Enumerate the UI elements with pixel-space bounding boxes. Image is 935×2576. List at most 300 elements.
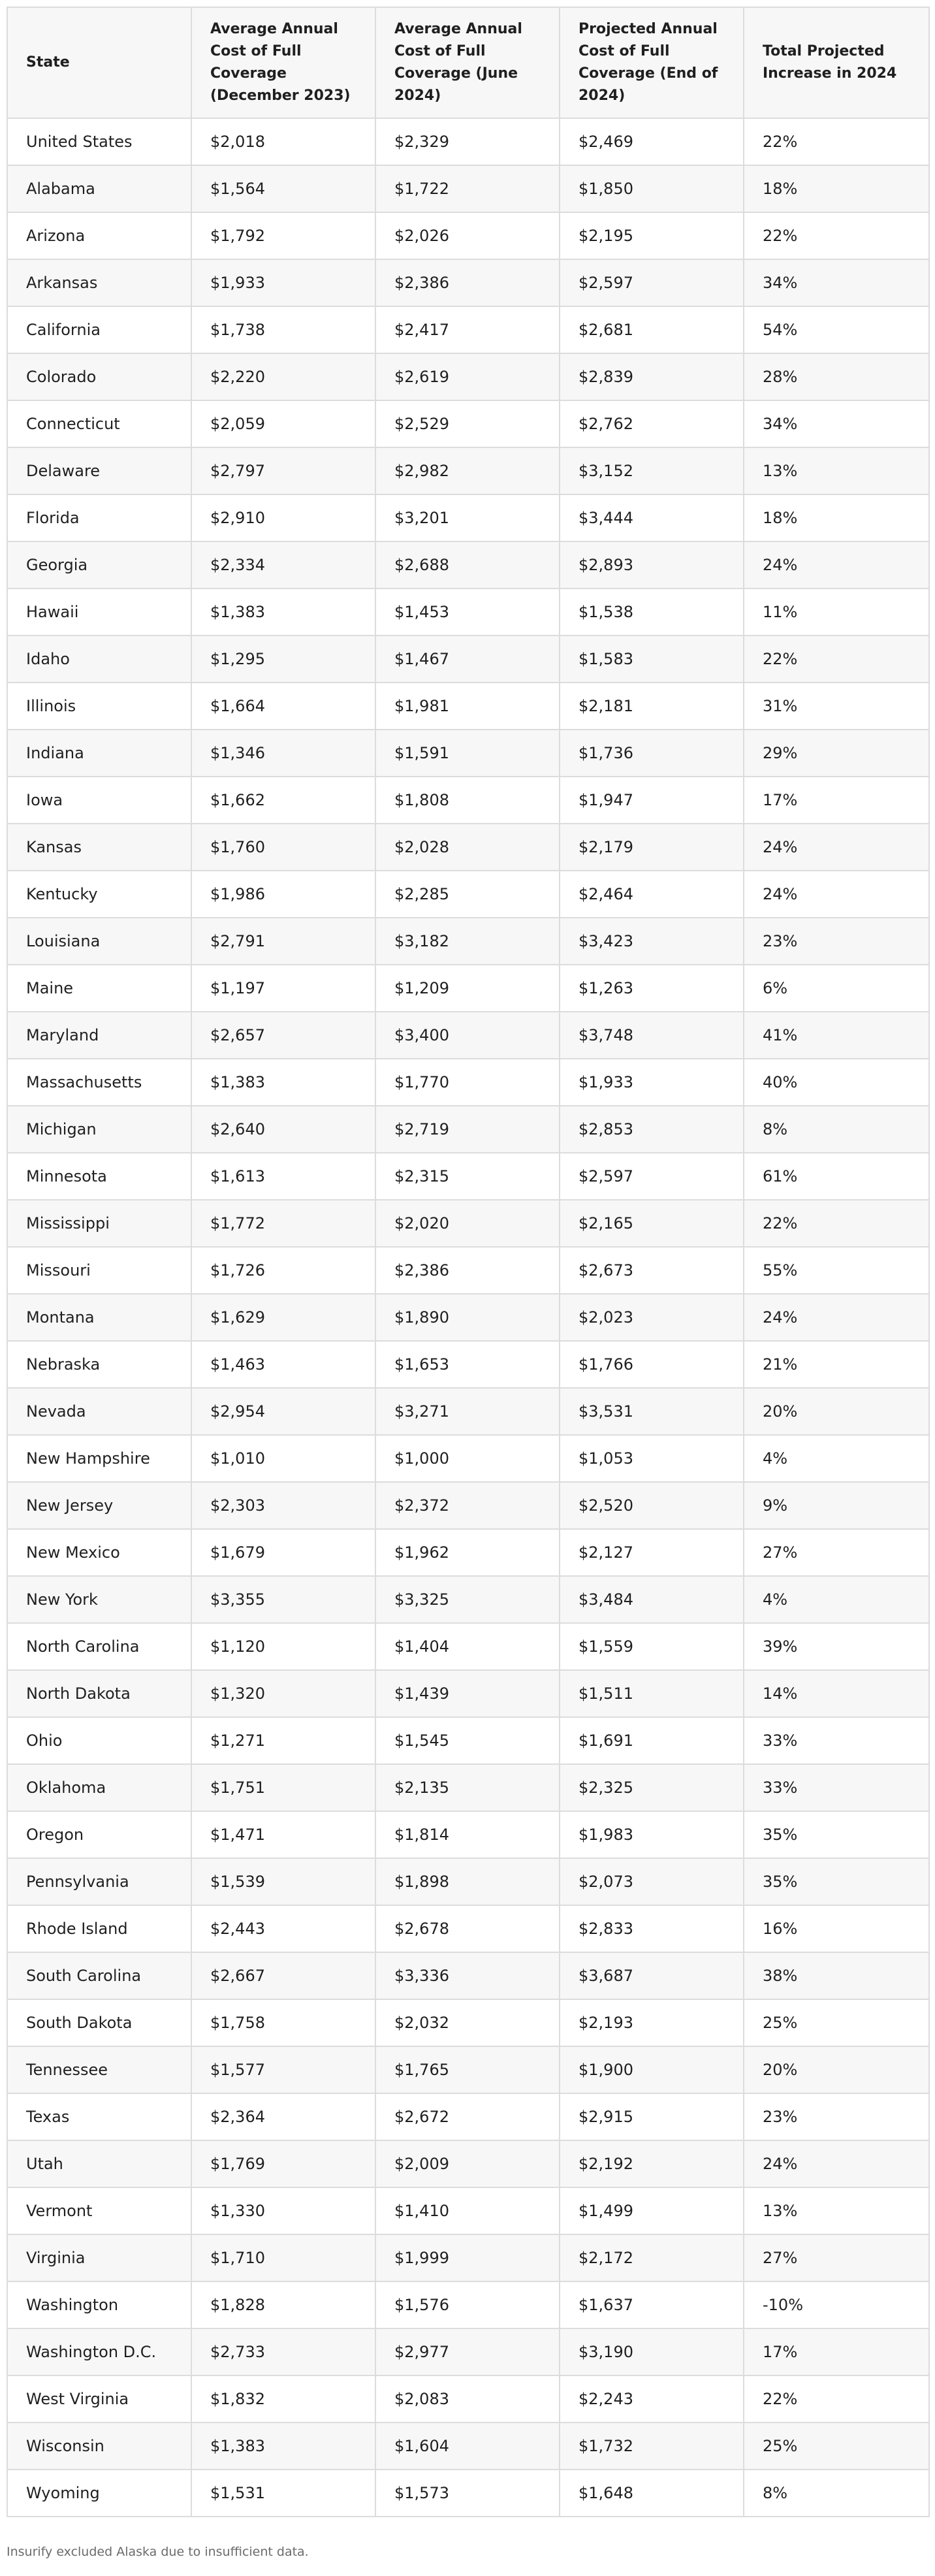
cost-june-2024-cell: $2,083: [375, 2375, 560, 2423]
projected-increase-cell: 33%: [744, 1764, 929, 1811]
projected-cost-end-2024-cell: $1,766: [560, 1341, 744, 1388]
projected-increase-cell: 54%: [744, 306, 929, 353]
projected-increase-cell: 39%: [744, 1623, 929, 1670]
state-cell: West Virginia: [7, 2375, 191, 2423]
projected-cost-end-2024-cell: $2,853: [560, 1106, 744, 1153]
table-row: [7, 2423, 929, 2470]
table-row: [7, 1623, 929, 1670]
table-row: [7, 1341, 929, 1388]
state-cell: Oregon: [7, 1811, 191, 1858]
projected-increase-cell: 22%: [744, 636, 929, 683]
table-row: [7, 212, 929, 259]
projected-increase-cell: 61%: [744, 1153, 929, 1200]
table-row: [7, 1576, 929, 1623]
state-cell: Oklahoma: [7, 1764, 191, 1811]
projected-increase-cell: 8%: [744, 2470, 929, 2517]
cost-december-2023-cell: $1,010: [191, 1435, 375, 1482]
projected-cost-end-2024-cell: $1,637: [560, 2281, 744, 2328]
projected-increase-cell: 13%: [744, 447, 929, 494]
projected-cost-end-2024-cell: $2,325: [560, 1764, 744, 1811]
projected-cost-end-2024-cell: $2,172: [560, 2234, 744, 2281]
table-row: [7, 636, 929, 683]
cost-december-2023-cell: $1,710: [191, 2234, 375, 2281]
cost-december-2023-cell: $1,539: [191, 1858, 375, 1905]
table-row: [7, 1529, 929, 1576]
cost-june-2024-cell: $2,026: [375, 212, 560, 259]
table-row: [7, 777, 929, 824]
table-row: [7, 2375, 929, 2423]
projected-increase-cell: 4%: [744, 1576, 929, 1623]
cost-december-2023-cell: $1,471: [191, 1811, 375, 1858]
table-row: [7, 1059, 929, 1106]
cost-december-2023-cell: $1,271: [191, 1717, 375, 1764]
table-row: [7, 2470, 929, 2517]
table-row: [7, 965, 929, 1012]
state-cell: New Jersey: [7, 1482, 191, 1529]
table-row: [7, 1200, 929, 1247]
table-row: [7, 1012, 929, 1059]
projected-increase-cell: 34%: [744, 400, 929, 447]
cost-june-2024-cell: $2,329: [375, 118, 560, 165]
table-header: [7, 7, 929, 118]
cost-december-2023-cell: $1,662: [191, 777, 375, 824]
table-row: [7, 165, 929, 212]
state-cell: Maine: [7, 965, 191, 1012]
cost-june-2024-cell: $1,653: [375, 1341, 560, 1388]
projected-increase-cell: 28%: [744, 353, 929, 400]
cost-december-2023-cell: $1,772: [191, 1200, 375, 1247]
projected-increase-cell: 6%: [744, 965, 929, 1012]
table-row: [7, 259, 929, 306]
cost-december-2023-cell: $1,986: [191, 871, 375, 918]
cost-december-2023-cell: $2,059: [191, 400, 375, 447]
state-cell: Rhode Island: [7, 1905, 191, 1952]
projected-increase-cell: 4%: [744, 1435, 929, 1482]
projected-increase-cell: 24%: [744, 1294, 929, 1341]
header-row: [7, 7, 929, 118]
state-cell: North Dakota: [7, 1670, 191, 1717]
cost-june-2024-cell: $1,545: [375, 1717, 560, 1764]
table-row: [7, 2093, 929, 2140]
cost-december-2023-cell: $1,120: [191, 1623, 375, 1670]
projected-cost-end-2024-cell: $2,762: [560, 400, 744, 447]
cost-june-2024-cell: $2,619: [375, 353, 560, 400]
projected-cost-end-2024-cell: $1,648: [560, 2470, 744, 2517]
table-row: [7, 1764, 929, 1811]
cost-december-2023-cell: $1,792: [191, 212, 375, 259]
table-row: [7, 2187, 929, 2234]
cost-june-2024-cell: $1,404: [375, 1623, 560, 1670]
projected-increase-cell: 23%: [744, 918, 929, 965]
projected-increase-cell: 8%: [744, 1106, 929, 1153]
cost-june-2024-cell: $1,808: [375, 777, 560, 824]
state-cell: New Mexico: [7, 1529, 191, 1576]
projected-increase-cell: 24%: [744, 2140, 929, 2187]
footnote: Insurify excluded Alaska due to insufficient data.: [7, 2545, 309, 2559]
table-row: [7, 1294, 929, 1341]
cost-december-2023-cell: $1,383: [191, 588, 375, 636]
cost-june-2024-cell: $2,678: [375, 1905, 560, 1952]
cost-june-2024-cell: $2,386: [375, 259, 560, 306]
projected-cost-end-2024-cell: $2,023: [560, 1294, 744, 1341]
table-row: [7, 353, 929, 400]
state-cell: Nevada: [7, 1388, 191, 1435]
table-row: [7, 1858, 929, 1905]
state-cell: Nebraska: [7, 1341, 191, 1388]
table-row: [7, 588, 929, 636]
cost-december-2023-cell: $1,751: [191, 1764, 375, 1811]
cost-december-2023-cell: $1,832: [191, 2375, 375, 2423]
state-cell: Montana: [7, 1294, 191, 1341]
cost-june-2024-cell: $1,722: [375, 165, 560, 212]
table-row: [7, 824, 929, 871]
state-cell: Texas: [7, 2093, 191, 2140]
state-cell: Tennessee: [7, 2046, 191, 2093]
table-row: [7, 1999, 929, 2046]
projected-increase-cell: 24%: [744, 871, 929, 918]
cost-december-2023-cell: $2,910: [191, 494, 375, 541]
cost-june-2024-cell: $2,135: [375, 1764, 560, 1811]
state-cell: Ohio: [7, 1717, 191, 1764]
state-cell: North Carolina: [7, 1623, 191, 1670]
projected-cost-end-2024-cell: $2,833: [560, 1905, 744, 1952]
table-row: [7, 1482, 929, 1529]
table-row: [7, 918, 929, 965]
cost-december-2023-cell: $1,769: [191, 2140, 375, 2187]
projected-cost-end-2024-cell: $3,687: [560, 1952, 744, 1999]
projected-cost-end-2024-cell: $2,181: [560, 683, 744, 730]
state-cell: Mississippi: [7, 1200, 191, 1247]
cost-june-2024-cell: $2,020: [375, 1200, 560, 1247]
cost-june-2024-cell: $1,765: [375, 2046, 560, 2093]
cost-december-2023-cell: $1,828: [191, 2281, 375, 2328]
projected-cost-end-2024-cell: $3,423: [560, 918, 744, 965]
state-cell: Wisconsin: [7, 2423, 191, 2470]
cost-june-2024-cell: $1,770: [375, 1059, 560, 1106]
projected-cost-end-2024-cell: $2,127: [560, 1529, 744, 1576]
projected-cost-end-2024-cell: $2,243: [560, 2375, 744, 2423]
cost-december-2023-cell: $2,334: [191, 541, 375, 588]
cost-june-2024-cell: $1,410: [375, 2187, 560, 2234]
cost-june-2024-cell: $2,315: [375, 1153, 560, 1200]
projected-cost-end-2024-cell: $1,947: [560, 777, 744, 824]
table-row: [7, 1905, 929, 1952]
cost-december-2023-cell: $3,355: [191, 1576, 375, 1623]
state-cell: Missouri: [7, 1247, 191, 1294]
cost-december-2023-cell: $2,791: [191, 918, 375, 965]
projected-increase-cell: 16%: [744, 1905, 929, 1952]
state-cell: United States: [7, 118, 191, 165]
cost-december-2023-cell: $2,018: [191, 118, 375, 165]
projected-increase-cell: 24%: [744, 824, 929, 871]
cost-december-2023-cell: $1,760: [191, 824, 375, 871]
table-row: [7, 306, 929, 353]
projected-cost-end-2024-cell: $2,915: [560, 2093, 744, 2140]
table-row: [7, 2281, 929, 2328]
table-row: [7, 871, 929, 918]
projected-increase-cell: 22%: [744, 2375, 929, 2423]
cost-december-2023-cell: $1,758: [191, 1999, 375, 2046]
insurance-cost-table: [7, 7, 930, 2517]
cost-december-2023-cell: $1,295: [191, 636, 375, 683]
cost-june-2024-cell: $1,890: [375, 1294, 560, 1341]
cost-december-2023-cell: $2,733: [191, 2328, 375, 2375]
cost-december-2023-cell: $1,933: [191, 259, 375, 306]
cost-june-2024-cell: $1,453: [375, 588, 560, 636]
table-row: [7, 447, 929, 494]
cost-december-2023-cell: $1,679: [191, 1529, 375, 1576]
projected-increase-cell: 11%: [744, 588, 929, 636]
state-cell: Iowa: [7, 777, 191, 824]
header-projected-cost-end-2024: Projected Annual Cost of Full Coverage (End of 2024): [560, 7, 744, 118]
projected-increase-cell: 17%: [744, 2328, 929, 2375]
state-cell: South Dakota: [7, 1999, 191, 2046]
table-row: [7, 1952, 929, 1999]
cost-december-2023-cell: $1,629: [191, 1294, 375, 1341]
projected-cost-end-2024-cell: $1,559: [560, 1623, 744, 1670]
table-row: [7, 1153, 929, 1200]
table-row: [7, 1247, 929, 1294]
projected-increase-cell: 24%: [744, 541, 929, 588]
projected-cost-end-2024-cell: $2,597: [560, 1153, 744, 1200]
projected-increase-cell: 33%: [744, 1717, 929, 1764]
projected-increase-cell: 40%: [744, 1059, 929, 1106]
state-cell: Maryland: [7, 1012, 191, 1059]
state-cell: Arizona: [7, 212, 191, 259]
projected-increase-cell: 20%: [744, 2046, 929, 2093]
cost-june-2024-cell: $2,982: [375, 447, 560, 494]
table-row: [7, 541, 929, 588]
state-cell: Utah: [7, 2140, 191, 2187]
projected-cost-end-2024-cell: $1,732: [560, 2423, 744, 2470]
state-cell: Georgia: [7, 541, 191, 588]
table-row: [7, 1106, 929, 1153]
projected-increase-cell: 35%: [744, 1858, 929, 1905]
state-cell: Vermont: [7, 2187, 191, 2234]
state-cell: Washington D.C.: [7, 2328, 191, 2375]
cost-june-2024-cell: $1,981: [375, 683, 560, 730]
state-cell: Arkansas: [7, 259, 191, 306]
table-row: [7, 683, 929, 730]
cost-june-2024-cell: $1,439: [375, 1670, 560, 1717]
projected-increase-cell: 25%: [744, 2423, 929, 2470]
table-row: [7, 2046, 929, 2093]
cost-june-2024-cell: $2,977: [375, 2328, 560, 2375]
cost-december-2023-cell: $1,613: [191, 1153, 375, 1200]
cost-december-2023-cell: $1,383: [191, 2423, 375, 2470]
projected-increase-cell: 27%: [744, 1529, 929, 1576]
projected-increase-cell: 22%: [744, 212, 929, 259]
table-row: [7, 1811, 929, 1858]
projected-cost-end-2024-cell: $1,983: [560, 1811, 744, 1858]
projected-increase-cell: 21%: [744, 1341, 929, 1388]
cost-june-2024-cell: $2,372: [375, 1482, 560, 1529]
projected-cost-end-2024-cell: $2,165: [560, 1200, 744, 1247]
cost-december-2023-cell: $2,667: [191, 1952, 375, 1999]
cost-june-2024-cell: $2,672: [375, 2093, 560, 2140]
cost-december-2023-cell: $1,463: [191, 1341, 375, 1388]
cost-june-2024-cell: $3,400: [375, 1012, 560, 1059]
cost-june-2024-cell: $3,182: [375, 918, 560, 965]
projected-cost-end-2024-cell: $3,152: [560, 447, 744, 494]
cost-december-2023-cell: $1,664: [191, 683, 375, 730]
state-cell: Pennsylvania: [7, 1858, 191, 1905]
projected-cost-end-2024-cell: $2,893: [560, 541, 744, 588]
projected-cost-end-2024-cell: $1,053: [560, 1435, 744, 1482]
state-cell: Florida: [7, 494, 191, 541]
projected-cost-end-2024-cell: $3,190: [560, 2328, 744, 2375]
state-cell: Minnesota: [7, 1153, 191, 1200]
table-row: [7, 2328, 929, 2375]
header-cost-december-2023: Average Annual Cost of Full Coverage (December 2023): [191, 7, 375, 118]
cost-june-2024-cell: $2,032: [375, 1999, 560, 2046]
state-cell: South Carolina: [7, 1952, 191, 1999]
projected-cost-end-2024-cell: $3,748: [560, 1012, 744, 1059]
state-cell: Idaho: [7, 636, 191, 683]
projected-cost-end-2024-cell: $2,681: [560, 306, 744, 353]
header-projected-increase: Total Projected Increase in 2024: [744, 7, 929, 118]
projected-increase-cell: 29%: [744, 730, 929, 777]
state-cell: New Hampshire: [7, 1435, 191, 1482]
cost-december-2023-cell: $1,738: [191, 306, 375, 353]
projected-cost-end-2024-cell: $1,499: [560, 2187, 744, 2234]
projected-increase-cell: 27%: [744, 2234, 929, 2281]
cost-december-2023-cell: $1,383: [191, 1059, 375, 1106]
projected-increase-cell: 55%: [744, 1247, 929, 1294]
projected-increase-cell: 14%: [744, 1670, 929, 1717]
cost-december-2023-cell: $2,797: [191, 447, 375, 494]
cost-december-2023-cell: $2,303: [191, 1482, 375, 1529]
projected-cost-end-2024-cell: $1,691: [560, 1717, 744, 1764]
cost-june-2024-cell: $1,999: [375, 2234, 560, 2281]
projected-increase-cell: 22%: [744, 1200, 929, 1247]
state-cell: Washington: [7, 2281, 191, 2328]
cost-june-2024-cell: $1,209: [375, 965, 560, 1012]
projected-increase-cell: 41%: [744, 1012, 929, 1059]
state-cell: Virginia: [7, 2234, 191, 2281]
projected-cost-end-2024-cell: $2,192: [560, 2140, 744, 2187]
cost-june-2024-cell: $2,386: [375, 1247, 560, 1294]
cost-december-2023-cell: $2,640: [191, 1106, 375, 1153]
projected-increase-cell: -10%: [744, 2281, 929, 2328]
cost-june-2024-cell: $2,417: [375, 306, 560, 353]
projected-increase-cell: 31%: [744, 683, 929, 730]
state-cell: Indiana: [7, 730, 191, 777]
projected-cost-end-2024-cell: $1,850: [560, 165, 744, 212]
cost-june-2024-cell: $1,573: [375, 2470, 560, 2517]
projected-cost-end-2024-cell: $2,195: [560, 212, 744, 259]
cost-december-2023-cell: $2,657: [191, 1012, 375, 1059]
state-cell: Michigan: [7, 1106, 191, 1153]
state-cell: Kentucky: [7, 871, 191, 918]
projected-cost-end-2024-cell: $3,531: [560, 1388, 744, 1435]
cost-june-2024-cell: $2,285: [375, 871, 560, 918]
cost-december-2023-cell: $1,564: [191, 165, 375, 212]
cost-june-2024-cell: $3,336: [375, 1952, 560, 1999]
projected-cost-end-2024-cell: $1,933: [560, 1059, 744, 1106]
cost-june-2024-cell: $2,028: [375, 824, 560, 871]
projected-increase-cell: 13%: [744, 2187, 929, 2234]
table-row: [7, 1388, 929, 1435]
projected-increase-cell: 22%: [744, 118, 929, 165]
state-cell: Wyoming: [7, 2470, 191, 2517]
cost-june-2024-cell: $1,576: [375, 2281, 560, 2328]
projected-cost-end-2024-cell: $1,900: [560, 2046, 744, 2093]
projected-cost-end-2024-cell: $1,583: [560, 636, 744, 683]
cost-june-2024-cell: $1,467: [375, 636, 560, 683]
cost-june-2024-cell: $3,201: [375, 494, 560, 541]
projected-cost-end-2024-cell: $1,736: [560, 730, 744, 777]
projected-increase-cell: 38%: [744, 1952, 929, 1999]
projected-cost-end-2024-cell: $1,263: [560, 965, 744, 1012]
state-cell: Massachusetts: [7, 1059, 191, 1106]
cost-december-2023-cell: $1,320: [191, 1670, 375, 1717]
cost-june-2024-cell: $3,271: [375, 1388, 560, 1435]
projected-increase-cell: 25%: [744, 1999, 929, 2046]
cost-december-2023-cell: $1,577: [191, 2046, 375, 2093]
cost-december-2023-cell: $2,954: [191, 1388, 375, 1435]
projected-cost-end-2024-cell: $3,484: [560, 1576, 744, 1623]
state-cell: Hawaii: [7, 588, 191, 636]
header-cost-june-2024: Average Annual Cost of Full Coverage (June 2024): [375, 7, 560, 118]
projected-cost-end-2024-cell: $2,673: [560, 1247, 744, 1294]
state-cell: Delaware: [7, 447, 191, 494]
cost-june-2024-cell: $2,719: [375, 1106, 560, 1153]
table-row: [7, 1670, 929, 1717]
cost-june-2024-cell: $1,814: [375, 1811, 560, 1858]
projected-cost-end-2024-cell: $3,444: [560, 494, 744, 541]
cost-june-2024-cell: $2,688: [375, 541, 560, 588]
cost-december-2023-cell: $2,443: [191, 1905, 375, 1952]
projected-cost-end-2024-cell: $2,073: [560, 1858, 744, 1905]
cost-june-2024-cell: $3,325: [375, 1576, 560, 1623]
table-row: [7, 400, 929, 447]
projected-increase-cell: 23%: [744, 2093, 929, 2140]
table-row: [7, 730, 929, 777]
projected-increase-cell: 34%: [744, 259, 929, 306]
state-cell: California: [7, 306, 191, 353]
projected-cost-end-2024-cell: $2,464: [560, 871, 744, 918]
projected-cost-end-2024-cell: $2,179: [560, 824, 744, 871]
state-cell: Illinois: [7, 683, 191, 730]
projected-increase-cell: 17%: [744, 777, 929, 824]
projected-cost-end-2024-cell: $2,193: [560, 1999, 744, 2046]
projected-cost-end-2024-cell: $2,839: [560, 353, 744, 400]
state-cell: Alabama: [7, 165, 191, 212]
projected-increase-cell: 35%: [744, 1811, 929, 1858]
state-cell: New York: [7, 1576, 191, 1623]
cost-december-2023-cell: $2,220: [191, 353, 375, 400]
table-row: [7, 2140, 929, 2187]
projected-increase-cell: 20%: [744, 1388, 929, 1435]
cost-december-2023-cell: $1,197: [191, 965, 375, 1012]
cost-june-2024-cell: $1,962: [375, 1529, 560, 1576]
state-cell: Connecticut: [7, 400, 191, 447]
header-state: State: [7, 7, 191, 118]
cost-june-2024-cell: $1,604: [375, 2423, 560, 2470]
cost-december-2023-cell: $1,726: [191, 1247, 375, 1294]
projected-increase-cell: 18%: [744, 165, 929, 212]
cost-december-2023-cell: $1,330: [191, 2187, 375, 2234]
state-cell: Louisiana: [7, 918, 191, 965]
projected-cost-end-2024-cell: $1,511: [560, 1670, 744, 1717]
projected-cost-end-2024-cell: $2,597: [560, 259, 744, 306]
projected-cost-end-2024-cell: $2,469: [560, 118, 744, 165]
state-cell: Kansas: [7, 824, 191, 871]
cost-december-2023-cell: $2,364: [191, 2093, 375, 2140]
projected-increase-cell: 18%: [744, 494, 929, 541]
projected-cost-end-2024-cell: $1,538: [560, 588, 744, 636]
